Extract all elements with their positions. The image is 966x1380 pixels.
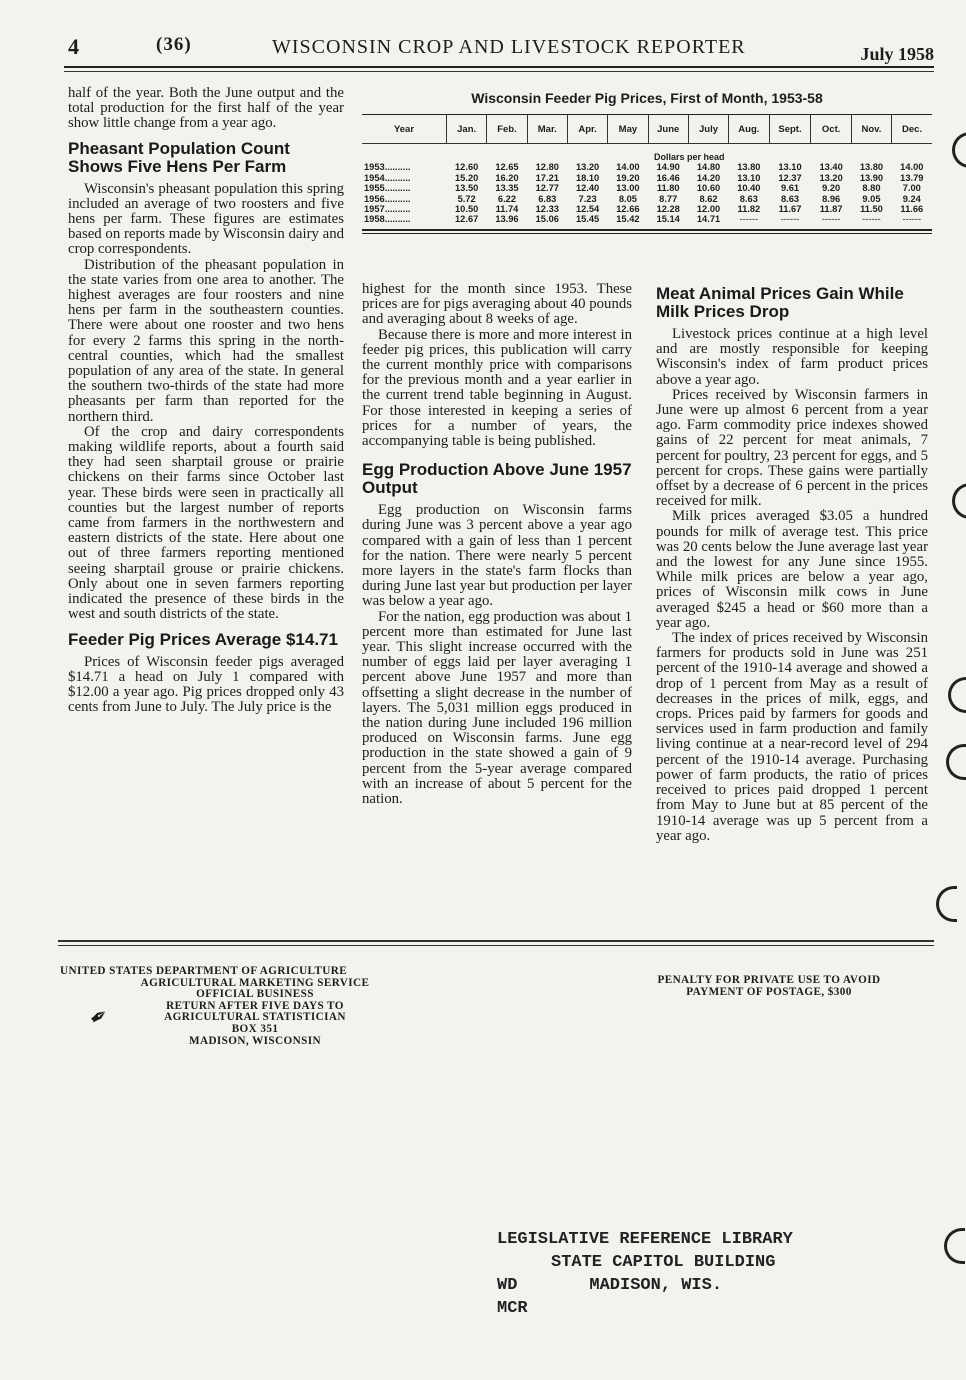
address-line-1: LEGISLATIVE REFERENCE LIBRARY (497, 1230, 793, 1249)
price-cell: 11.87 (819, 204, 843, 215)
return-line-1: UNITED STATES DEPARTMENT OF AGRICULTURE (60, 965, 348, 977)
price-cell: ------ (739, 214, 759, 225)
price-cell: 12.80 (535, 162, 559, 173)
table-row (362, 194, 932, 204)
price-cell: 15.45 (575, 214, 600, 225)
year-label: 1953 (364, 162, 385, 173)
meat-paragraph-2: Prices received by Wisconsin farmers in June were up almost 6 percent from a year ago. Farm commodity price indexes showed gains of 22 percent for meat animals, 7 percent for poultry, 23 percent for eggs, and 5 percent for crops. These gains were partially offset by a decrease of 6 percent in the prices received for milk. (656, 386, 928, 510)
price-cell: 6.83 (538, 193, 557, 204)
year-label: 1954 (364, 172, 385, 183)
masthead-rule-thin (64, 71, 934, 72)
price-cell: 9.61 (780, 183, 800, 194)
price-cell: 14.00 (616, 162, 640, 173)
unit-label: Dollars per head (653, 152, 725, 162)
return-line-4: RETURN AFTER FIVE DAYS TO (166, 999, 344, 1012)
header-cell: Mar. (527, 115, 567, 144)
price-cell: ------ (821, 214, 841, 225)
leader-dots: .......... (384, 172, 411, 183)
price-cell: 13.80 (737, 162, 761, 173)
year-label: 1957 (364, 204, 385, 215)
price-cell: 8.63 (739, 193, 758, 204)
table-row (362, 173, 932, 183)
price-cell: 17.21 (535, 172, 559, 183)
price-cell: 15.14 (656, 214, 680, 225)
leader-dots: .......... (384, 162, 411, 173)
egg-paragraph-1: Egg production on Wisconsin farms during June was 3 percent above a year ago compared with a gain of less than 1 percent for the nation. There were nearly 5 percent more layers in the state's farm flocks than during June last year but production per layer was below a year ago. (362, 502, 632, 610)
return-address-block (60, 966, 450, 1047)
leader-dots: .......... (384, 193, 411, 204)
pheasant-paragraph-3: Of the crop and dairy correspondents making wildlife reports, about a fourth said they had seen sharptail grouse or prairie chickens on their farms since October last year. These birds were seen in practically all counties but the largest number of reports came from farmers in the northwestern and eastern districts of the state. Here about one out of three farmers reporting mentioned seeing sharptail grouse or prairie chickens. Only about one in seven farmers reporting indicated the presence of these birds in the west and south districts of the state. (68, 423, 344, 623)
price-cell: 13.79 (900, 172, 924, 183)
price-cell: 12.65 (495, 162, 519, 173)
price-cell: 14.20 (696, 172, 721, 183)
price-cell: 6.22 (497, 193, 517, 204)
header-cell: May (608, 115, 648, 144)
year-cell (362, 194, 447, 204)
table-row (362, 162, 932, 172)
price-cell: 13.20 (819, 172, 843, 183)
column-left (68, 86, 344, 715)
header-cell: Feb. (487, 115, 527, 144)
address-line-4: MCR (497, 1299, 528, 1318)
header-cell: Sept. (769, 115, 811, 144)
price-cell: 13.50 (455, 183, 479, 194)
price-cell: 11.67 (778, 204, 802, 215)
price-cell: 15.20 (455, 172, 479, 183)
price-cell: 16.20 (495, 172, 519, 183)
meat-animal-heading: Meat Animal Prices Gain While Milk Prices Drop (656, 284, 904, 321)
price-cell: 11.66 (900, 204, 924, 215)
pheasant-paragraph-1: Wisconsin's pheasant population this spring included an average of two roosters and five hens per farm. These figures are estimates based on reports made by Wisconsin dairy and crop correspondents. (68, 180, 344, 258)
year-label: 1958 (364, 214, 385, 225)
price-cell: 5.72 (457, 193, 476, 204)
price-cell: 13.20 (575, 162, 600, 173)
price-cell: 12.77 (535, 183, 559, 194)
feeder-pig-price-table (362, 115, 932, 225)
year-cell (362, 183, 447, 193)
footer-rule-thin (58, 945, 934, 946)
issue-date: July 1958 (860, 44, 934, 64)
table-row (362, 204, 932, 214)
price-cell: 19.20 (616, 172, 640, 183)
header-cell: June (648, 115, 688, 144)
penalty-notice (612, 975, 926, 998)
price-cell: 7.00 (902, 183, 921, 194)
price-cell: 12.54 (575, 204, 600, 215)
price-cell: 8.96 (822, 193, 841, 204)
publication-title: WISCONSIN CROP AND LIVESTOCK REPORTER (272, 36, 746, 58)
egg-paragraph-2: For the nation, egg production was about 1 percent more than estimated for June last year. This slight increase occurred with the number of eggs laid per layer averaging 1 percent above June 1957 and more than offsetting a slight decrease in the number of layers. The 5,031 million eggs produced in the nation during June included 196 million produced on Wisconsin farms. June egg production in the state showed a gain of 9 percent from the 5-year average compared with an increase of about 5 percent for the nation. (362, 608, 632, 808)
footer-rule (58, 940, 934, 942)
table-body (362, 144, 932, 225)
year-label: 1955 (364, 183, 385, 194)
address-city: MADISON, WIS. (589, 1276, 723, 1295)
table-row (362, 214, 932, 224)
price-cell: 11.82 (737, 204, 761, 215)
header-cell: Oct. (811, 115, 851, 144)
feeder-pig-heading: Feeder Pig Prices Average $14.71 (68, 629, 338, 649)
address-line-2: STATE CAPITOL BUILDING (551, 1253, 776, 1272)
table-title: Wisconsin Feeder Pig Prices, First of Month, 1953-58 (471, 90, 823, 106)
meat-paragraph-3: Milk prices averaged $3.05 a hundred pounds for milk of average test. This price was 20 cents below the June average last year and the lowest for any June since 1955. While milk prices are below a year ago, prices of Wisconsin milk cows in June averaged $245 a head or $60 more than a year ago. (656, 508, 928, 631)
penalty-line-2: PAYMENT OF POSTAGE, $300 (686, 985, 852, 998)
leader-dots: .......... (384, 204, 411, 215)
header-cell: Aug. (729, 115, 769, 144)
price-cell: 8.62 (699, 193, 718, 204)
column-middle (362, 282, 632, 807)
price-cell: 14.00 (900, 162, 924, 173)
year-label: 1956 (364, 193, 385, 204)
price-cell: 13.10 (778, 162, 802, 173)
price-cell: ------ (862, 214, 881, 225)
address-code: WD (497, 1276, 518, 1295)
punch-hole-icon (936, 886, 957, 922)
price-cell: 14.71 (696, 214, 721, 225)
pen-mark-icon: ✒ (84, 1001, 114, 1033)
address-line-3 (497, 1274, 793, 1297)
return-line-3: OFFICIAL BUSINESS (196, 988, 314, 1001)
price-cell: 12.67 (455, 214, 479, 225)
price-cell: 12.33 (535, 204, 559, 215)
price-cell: 12.66 (616, 204, 640, 215)
price-cell: 13.10 (737, 172, 761, 183)
price-cell: 12.40 (575, 183, 600, 194)
price-cell: 11.80 (656, 183, 680, 194)
price-cell: 12.28 (656, 204, 680, 215)
price-cell: 7.23 (578, 193, 597, 204)
punch-hole-icon (944, 1228, 965, 1264)
price-cell: 9.05 (862, 193, 881, 204)
punch-hole-icon (948, 677, 966, 713)
price-cell: 13.00 (616, 183, 640, 194)
header-cell: July (688, 115, 728, 144)
price-cell: 13.35 (495, 183, 519, 194)
price-cell: 13.40 (819, 162, 843, 173)
mailing-address-label (497, 1228, 793, 1320)
meat-paragraph-4: The index of prices received by Wisconsin farmers for products sold in June was 251 percent of the 1910-14 average and showed a drop of 1 percent from May as a result of decreases in the prices of milk, eggs, and crops. Prices paid by farmers for goods and services used in farm production and family living continue at a near-record level of 294 percent of the 1910-14 average. Purchasing power of farm products, the ratio of prices received to prices paid dropped 1 percent from May to June but at 85 percent of the 1910-14 average was up 5 percent from a year ago. (656, 630, 928, 844)
price-cell: 8.63 (780, 193, 800, 204)
page-number: (36) (156, 34, 192, 55)
price-cell: 13.80 (859, 162, 884, 173)
header-cell: Dec. (892, 115, 932, 144)
header-cell: Year (362, 115, 447, 144)
unit-spacer (362, 144, 447, 163)
leader-dots: .......... (384, 183, 411, 194)
price-cell: 13.96 (495, 214, 519, 225)
return-line-2: AGRICULTURAL MARKETING SERVICE (140, 976, 370, 989)
price-cell: 8.80 (862, 183, 881, 194)
price-cell: 9.24 (902, 193, 921, 204)
punch-hole-icon (952, 132, 966, 168)
table-row (362, 183, 932, 193)
price-cell: 15.42 (616, 214, 640, 225)
table-bottom-rule (362, 229, 932, 231)
egg-heading: Egg Production Above June 1957 Output (362, 460, 632, 498)
price-cell: 8.05 (618, 193, 637, 204)
header-cell: Nov. (851, 115, 891, 144)
table-bottom-rule-thin (362, 233, 932, 234)
punch-hole-icon (952, 483, 966, 519)
pheasant-paragraph-2: Distribution of the pheasant population in the state varies from one area to another. The highest averages are four roosters and nine hens per farm in the southeastern counties. There were about one rooster and two hens for every 2 farms this spring in the north-central counties, which had the smallest population of any area of the state. In general the southern two-thirds of the state had more pheasants per farm than reported for the northern third. (68, 256, 344, 425)
price-cell: 10.50 (455, 204, 479, 215)
pheasant-heading: Pheasant Population Count Shows Five Hens Per Farm (68, 138, 290, 176)
feeder-pig-continued: highest for the month since 1953. These prices are for pigs averaging about 40 pounds and averaging about 8 weeks of age. (362, 281, 632, 328)
price-cell: ------ (902, 214, 922, 225)
price-cell: 15.06 (535, 214, 559, 225)
column-right (656, 285, 928, 844)
masthead-rule (64, 66, 934, 68)
header-cell: Jan. (447, 115, 487, 144)
header-cell: Apr. (567, 115, 607, 144)
return-line-7: MADISON, WISCONSIN (189, 1034, 321, 1047)
price-cell: 13.90 (859, 172, 884, 183)
year-cell (362, 204, 447, 214)
price-cell: 11.74 (495, 204, 519, 215)
punch-hole-icon (946, 744, 966, 780)
masthead (64, 34, 934, 64)
price-cell: 12.37 (778, 172, 802, 183)
price-cell: 9.20 (822, 183, 841, 194)
price-cell: 10.60 (696, 183, 721, 194)
page-mark: 4 (68, 34, 79, 59)
price-cell: 14.90 (656, 162, 680, 173)
return-line-5: AGRICULTURAL STATISTICIAN (164, 1011, 346, 1024)
price-cell: 18.10 (575, 172, 600, 183)
return-line-6: BOX 351 (231, 1022, 279, 1035)
price-cell: 10.40 (737, 183, 761, 194)
price-cell: 11.50 (860, 204, 883, 215)
feeder-pig-table-block (362, 88, 932, 234)
price-cell: 14.80 (696, 162, 721, 173)
price-cell: ------ (780, 214, 800, 225)
year-cell (362, 162, 447, 172)
feeder-pig-paragraph-2: Because there is more and more interest in feeder pig prices, this publication will carry the current monthly price with comparisons for the previous month and a year earlier in the current trend table beginning in August. For those interested in keeping a series of prices for a number of years, the accompanying table is being published. (362, 326, 632, 450)
price-cell: 12.60 (455, 162, 479, 173)
price-cell: 8.77 (659, 193, 678, 204)
feeder-pig-paragraph-1: Prices of Wisconsin feeder pigs averaged $14.71 a head on July 1 compared with $12.00 a year ago. Pig prices dropped only 43 cents from June to July. The July price is the (68, 653, 344, 716)
price-cell: 12.00 (696, 204, 721, 215)
leader-dots: .......... (384, 214, 411, 225)
penalty-line-1: PENALTY FOR PRIVATE USE TO AVOID (657, 974, 881, 986)
year-cell (362, 214, 447, 224)
year-cell (362, 173, 447, 183)
price-cell: 16.46 (656, 172, 680, 183)
table-header-row (362, 115, 932, 144)
unit-row (362, 144, 932, 163)
meat-paragraph-1: Livestock prices continue at a high level and are mostly responsible for keeping Wisconsin's index of farm product prices above a year ago. (656, 326, 928, 388)
intro-paragraph: half of the year. Both the June output and the total production for the first half of the year show little change from a year ago. (68, 85, 344, 132)
